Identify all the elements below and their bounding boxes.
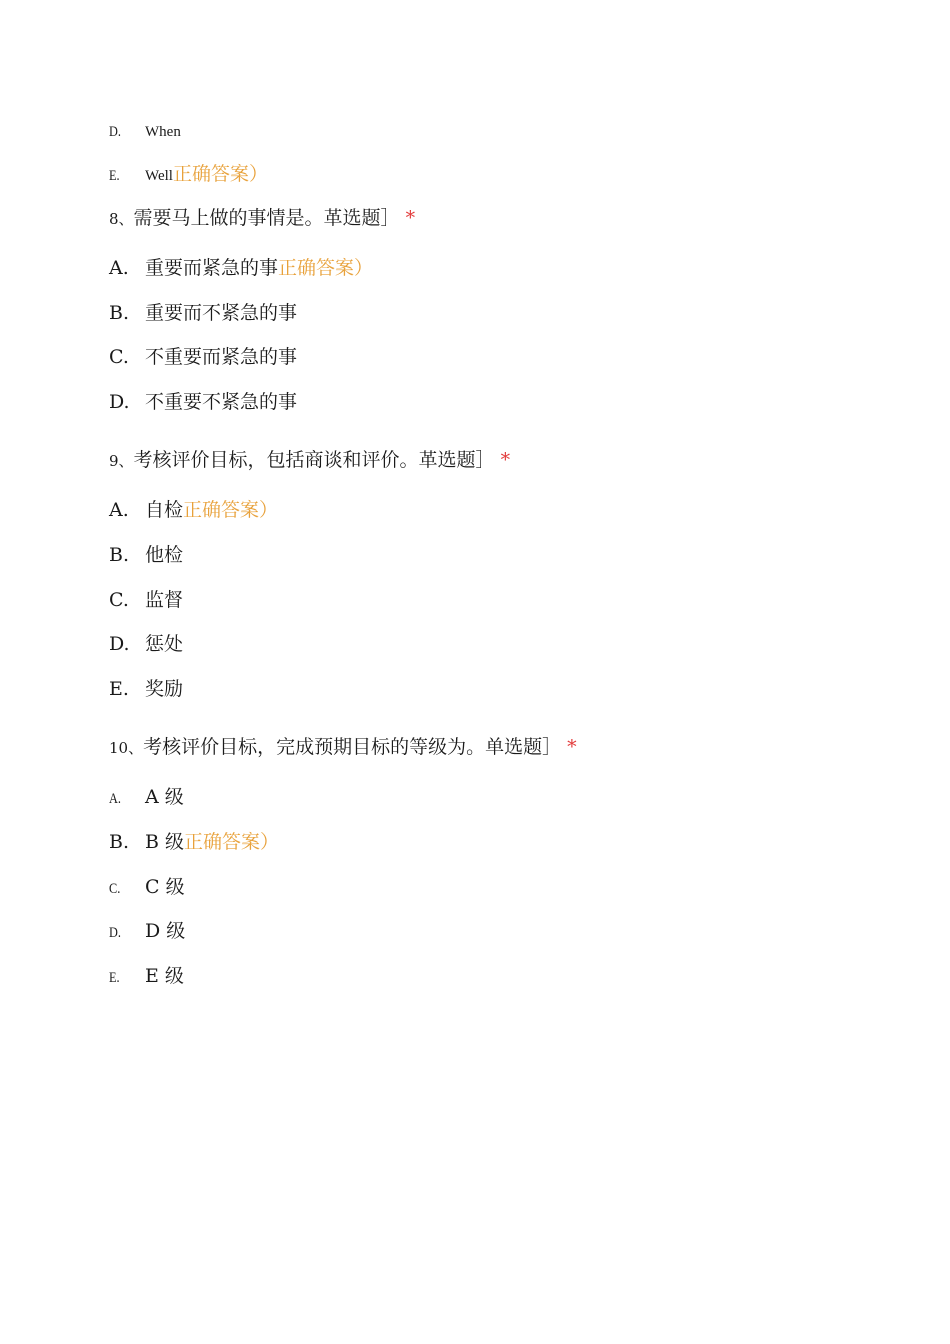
option-text: 惩处 — [145, 633, 184, 655]
option-letter: D. — [109, 124, 121, 140]
option-q9-c — [109, 591, 183, 610]
option-letter: E. — [109, 168, 120, 184]
option-q8-b — [109, 304, 297, 323]
question-number: 9、 — [109, 452, 134, 470]
option-q8-d — [109, 393, 297, 412]
option-q8-c — [109, 348, 297, 367]
option-q8-a — [109, 259, 373, 278]
option-text: Well — [145, 168, 173, 184]
option-text: A 级 — [145, 786, 184, 808]
option-letter: C. — [109, 881, 121, 897]
option-q7-e — [109, 165, 268, 184]
option-q7-d — [109, 123, 181, 140]
option-text: E 级 — [145, 965, 184, 987]
option-text: 重要而紧急的事 — [145, 257, 279, 279]
question-8-title — [109, 209, 415, 228]
option-q10-a — [109, 788, 184, 807]
option-q9-e — [109, 680, 183, 699]
option-letter: D. — [109, 633, 130, 655]
option-letter: B. — [109, 302, 130, 324]
option-q10-e — [109, 967, 184, 986]
question-9-title — [109, 451, 510, 470]
correct-answer-marker: 正确答案） — [183, 499, 279, 521]
option-text: 监督 — [145, 589, 184, 611]
option-q10-d — [109, 922, 185, 941]
option-text: 重要而不紧急的事 — [145, 302, 298, 324]
option-q10-c — [109, 878, 185, 897]
option-letter: E. — [109, 678, 129, 700]
option-letter: A. — [109, 499, 129, 521]
question-number: 10、 — [109, 739, 144, 757]
option-q10-b — [109, 833, 279, 852]
required-asterisk-icon: * — [405, 207, 416, 229]
option-letter: B. — [109, 544, 130, 566]
option-text: 奖励 — [145, 678, 184, 700]
option-letter: A. — [109, 791, 121, 807]
option-q9-d — [109, 635, 183, 654]
option-letter: E. — [109, 970, 120, 986]
question-text: 考核评价目标，完成预期目标的等级为。单选题］ — [143, 736, 562, 758]
question-10-title — [109, 738, 577, 757]
option-text: 他检 — [145, 544, 184, 566]
option-text: 不重要不紧急的事 — [145, 391, 298, 413]
option-letter: D. — [109, 925, 121, 941]
option-letter: C. — [109, 589, 129, 611]
option-letter: A. — [109, 257, 129, 279]
option-text: 自检 — [145, 499, 184, 521]
option-letter: C. — [109, 346, 129, 368]
option-text: B 级 — [145, 831, 185, 853]
question-text: 需要马上做的事情是。革选题］ — [133, 207, 400, 229]
option-letter: D. — [109, 391, 130, 413]
option-letter: B. — [109, 831, 130, 853]
option-text: C 级 — [145, 876, 185, 898]
question-number: 8、 — [109, 210, 134, 228]
option-text: D 级 — [145, 920, 186, 942]
option-text: 不重要而紧急的事 — [145, 346, 298, 368]
correct-answer-marker: 正确答案） — [184, 831, 280, 853]
question-text: 考核评价目标，包括商谈和评价。革选题］ — [133, 449, 495, 471]
required-asterisk-icon: * — [567, 736, 577, 758]
correct-answer-marker: 正确答案） — [278, 257, 374, 279]
correct-answer-marker: 正确答案） — [172, 163, 268, 185]
option-text: When — [145, 124, 181, 140]
option-q9-a — [109, 501, 278, 520]
option-q9-b — [109, 546, 183, 565]
required-asterisk-icon: * — [500, 449, 511, 471]
